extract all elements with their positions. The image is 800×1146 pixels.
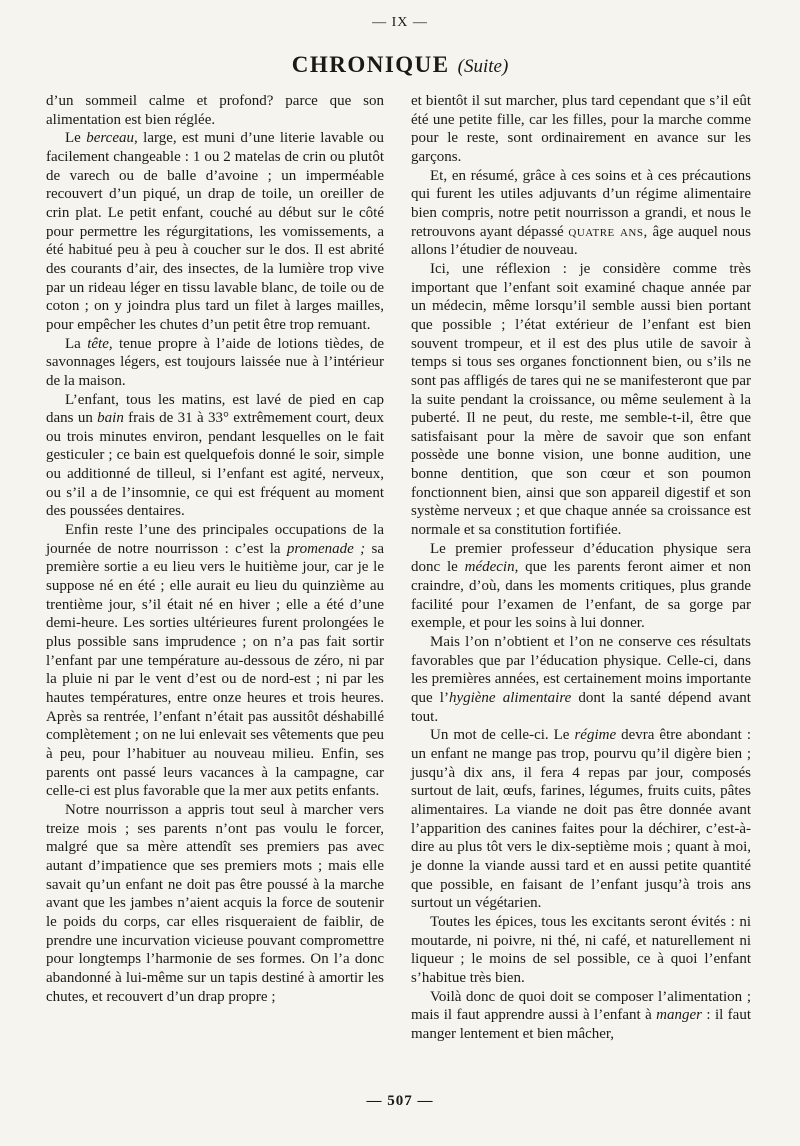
page-number: — 507 —	[366, 1093, 434, 1109]
paragraph: Le premier professeur d’éducation physique sera donc le médecin, que les parents feront aimer et non craindre, d’où, dans les moments critiques, plus grande facilité pour l’examen de l’enfant, de sa gorge par exemple, et pour les soins à lui donner.	[411, 540, 752, 632]
left-column	[46, 92, 384, 1006]
paragraph: Voilà donc de quoi doit se composer l’alimentation ; mais il faut apprendre aussi à l’enfant à manger : il faut manger lentement et bien mâcher,	[411, 988, 752, 1042]
paragraph: Notre nourrisson a appris tout seul à marcher vers treize mois ; ses parents n’ont pas voulu le forcer, malgré que sa mère attendît ses premiers pas avec autant d’impatience que ses premiers mots ; mais elle savait qu’un enfant ne doit pas être poussé à la marche avant que les jambes n’aient acquis la force de soutenir le poids du corps, car elles risqueraient de faiblir, de prendre une incurvation vicieuse pouvant compromettre pour longtemps l’harmonie de ses formes. On l’a donc abandonné à lui-même sur un tapis destiné à amortir les chutes, et recouvert d’un drap propre ;	[46, 801, 384, 1005]
section-title-main: CHRONIQUE	[291, 52, 450, 77]
paragraph: Ici, une réflexion : je considère comme très important que l’enfant soit examiné chaque année par un médecin, même lorsqu’il semble aussi bien portant que possible ; l’état extérieur de l’enfant est bien souvent trompeur, et il est des plus utile de savoir à temps si tous ses organes fonctionnent bien, ou s’ils ne sont pas affligés de tares qui ne se manifesteront que par la suite pendant la croissance, ou même seulement à la puberté. Il ne peut, du reste, me semble-t-il, être que satisfaisant pour la mère de savoir que son enfant possède une bonne vision, une bonne audition, une bonne dentition, que son cœur et son poumon fonctionnent bien, ainsi que son appareil digestif et son système nerveux ; et que chaque année sa croissance est normale et sa constitution fortifiée.	[411, 260, 751, 539]
paragraph: Un mot de celle-ci. Le régime devra être abondant : un enfant ne mange pas trop, pourvu qu’il digère bien ; jusqu’à dix ans, il fera 4 repas par jour, composés surtout de lait, œufs, farines, légumes, fruits cuits, pâtes alimentaires. La viande ne doit pas être donnée avant l’apparition des canines faites pour la déchirer, c’est-à-dire au plus tôt vers le dix-septième mois ; quant à moi, je donne la viande aussi tard et en aussi petite quantité que possible, en faisant de l’enfant jusqu’à trois ans surtout un végétarien.	[411, 727, 751, 912]
right-column	[411, 92, 751, 1043]
paragraph: Mais l’on n’obtient et l’on ne conserve ces résultats favorables que par l’éducation physique. Celle-ci, dans les premières années, est certainement moins importante que l’hygiène alimentaire dont la santé dépend avant tout.	[411, 634, 751, 725]
paragraph: d’un sommeil calme et profond? parce que son alimentation est bien réglée.	[46, 93, 384, 128]
paragraph: La tête, tenue propre à l’aide de lotions tièdes, de savonnages légers, est toujours laissée nue à l’intérieur de la maison.	[46, 335, 384, 389]
paragraph: et bientôt il sut marcher, plus tard cependant que s’il eût été une petite fille, car les filles, pour la marche comme pour le reste, sont ordinairement en avance sur les garçons.	[411, 93, 751, 165]
paragraph: Enfin reste l’une des principales occupations de la journée de notre nourrisson : c’est la promenade ; sa première sortie a eu lieu vers le huitième jour, car je le suppose né en été ; elle aurait eu lieu du quinzième au trentième jour, s’il était né en hiver ; elle a été d’une demi-heure. Les sorties ultérieures furent prolongées le plus possible sans imprudence ; on n’a pas fait sortir l’enfant par une température au-dessous de zéro, ni par la pluie ni par le vent d’est ou de nord-est ; ni par les hautes températures, entre onze heures et trois heures. Après sa rentrée, l’enfant n’était pas aussitôt déshabillé complètement ; on ne lui enlevait ses vêtements que peu à peu, pour l’habituer au nouveau milieu. Enfin, ses parents ont passé leurs vacances à la campagne, car celle-ci est plus favorable que la mer aux petits enfants.	[46, 522, 384, 800]
paragraph: L’enfant, tous les matins, est lavé de pied en cap dans un bain frais de 31 à 33° extrêmement court, deux ou trois minutes environ, pendant lesquelles on le fait gesticuler ; ce bain est quelquefois donné le soir, simple ou additionné de tilleul, si l’enfant est agité, nerveux, ou s’il a de l’insomnie, ce qui est fréquent au moment des poussées dentaires.	[46, 391, 384, 520]
section-title-suite: (Suite)	[457, 56, 509, 77]
section-title	[0, 52, 800, 78]
paragraph: Et, en résumé, grâce à ces soins et à ces précautions qui furent les utiles adjuvants d’un régime alimentaire bien compris, notre petit nourrisson a grandi, et nous le retrouvons ayant dépassé quatre ans, âge auquel nous allons l’étudier de nouveau.	[411, 167, 751, 259]
folio-header: — IX —	[372, 15, 428, 30]
paragraph: Toutes les épices, tous les excitants seront évités : ni moutarde, ni poivre, ni thé, ni café, et naturellement ni liqueur ; le moins de sel possible, ce à quoi l’enfant s’habitue très bien.	[411, 913, 751, 986]
paragraph: Le berceau, large, est muni d’une literie lavable ou facilement changeable : 1 ou 2 matelas de crin ou plutôt de varech ou de balle d’avoine ; un imperméable recouvert d’un piqué, un drap de toile, un oreiller de crin plat. Le petit enfant, couché au début sur le côté pour permettre les régurgitations, les vomissements, a été habitué peu à peu à coucher sur le dos. Il est abrité des courants d’air, des insectes, de la lumière trop vive par un rideau léger en tissu lavable blanc, de toile ou de coton ; on y joindra plus tard un filet à larges mailles, pour empêcher les chutes d’un petit être trop remuant.	[46, 130, 384, 333]
